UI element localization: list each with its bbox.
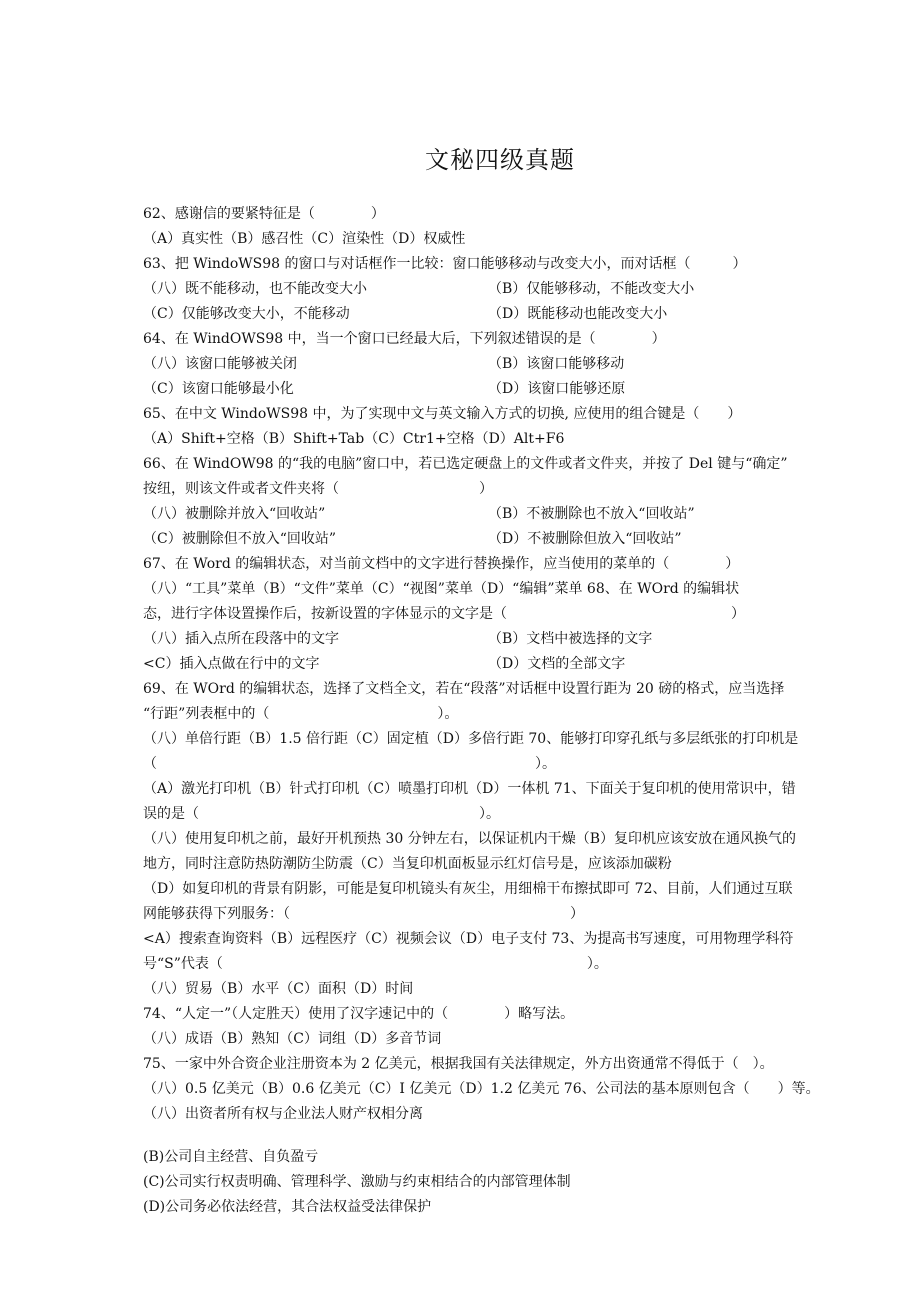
text-line (143, 1027, 855, 1052)
option-right: （D）不被删除但放入“回收站” (488, 531, 682, 547)
line-text: 62、感谢信的要紧特征是（ ） (143, 206, 385, 222)
text-line (143, 802, 855, 827)
text-line (143, 427, 855, 452)
text-line (143, 1170, 855, 1195)
text-line (143, 1102, 855, 1127)
line-text: 75、一家中外合资企业注册资本为 2 亿美元，根据我国有关法律规定，外方出资通常不得低于（ ）。 (143, 1056, 774, 1072)
text-line (143, 1195, 855, 1220)
text-line (143, 1077, 855, 1102)
text-line (143, 252, 855, 277)
text-line (143, 927, 855, 952)
option-left: （C）该窗口能够最小化 (143, 381, 294, 397)
line-text: 65、在中文 WindoWS98 中，为了实现中文与英文输入方式的切换, 应使用的组合键是（ ） (143, 406, 742, 422)
option-right: （B）文档中被选择的文字 (488, 631, 653, 647)
option-right: （B）该窗口能够移动 (488, 356, 625, 372)
line-text: （D）如复印机的背景有阴影，可能是复印机镜头有灰尘，用细棉干布擦拭即可 72、目前，人们通过互联 (143, 881, 793, 897)
option-left: （八）该窗口能够被关闭 (143, 356, 297, 372)
line-text: 地方，同时注意防热防潮防尘防震（C）当复印机面板显示红灯信号是，应该添加碳粉 (143, 856, 672, 872)
text-line (143, 227, 855, 252)
option-left: <C）插入点做在行中的文字 (143, 656, 320, 672)
text-line (143, 827, 855, 852)
option-right: （D）该窗口能够还原 (488, 381, 626, 397)
text-line (143, 302, 855, 327)
text-line (143, 952, 855, 977)
line-text: (D)公司务必依法经营，其合法权益受法律保护 (143, 1199, 432, 1215)
text-line (143, 1002, 855, 1027)
line-text: （八）单倍行距（B）1.5 倍行距（C）固定植（D）多倍行距 70、能够打印穿孔纸与多层纸张的打印机是 (143, 731, 799, 747)
line-text: （八）“工具”菜单（B）“文件”菜单（C）“视图”菜单（D）“编辑”菜单 68、在 WOrd 的编辑状 (143, 581, 740, 597)
text-line (143, 452, 855, 477)
text-line (143, 627, 855, 652)
line-text: 69、在 WOrd 的编辑状态，选择了文档全文，若在“段落”对话框中设置行距为 20 磅的格式，应当选择 (143, 681, 785, 697)
line-text: （八）使用复印机之前，最好开机预热 30 分钟左右，以保证机内干燥（B）复印机应该安放在通风换气的 (143, 831, 797, 847)
text-line (143, 977, 855, 1002)
text-line (143, 652, 855, 677)
line-text: (C)公司实行权责明确、管理科学、激励与约束相结合的内部管理体制 (143, 1174, 571, 1190)
line-text: <A）搜索查询资料（B）远程医疗（C）视频会议（D）电子支付 73、为提高书写速度，可用物理学科符 (143, 931, 794, 947)
text-line (143, 677, 855, 702)
option-left: （八）被删除并放入“回收站” (143, 506, 326, 522)
line-text: （A）真实性（B）感召性（C）渲染性（D）权威性 (143, 231, 466, 247)
option-left: （C）被删除但不放入“回收站” (143, 531, 337, 547)
text-line (143, 702, 855, 727)
paragraph-gap (143, 1127, 855, 1145)
line-text: 63、把 WindoWS98 的窗口与对话框作一比较：窗口能够移动与改变大小，而对话框（ ） (143, 256, 747, 272)
line-text: （八）贸易（B）水平（C）面积（D）时间 (143, 981, 414, 997)
text-line (143, 877, 855, 902)
text-line (143, 1145, 855, 1170)
question-body (143, 202, 855, 1220)
line-text: (B)公司自主经营、自负盈亏 (143, 1149, 319, 1165)
line-text: 按纽，则该文件或者文件夹将（ ） (143, 481, 493, 497)
text-line (143, 602, 855, 627)
option-left: （八）插入点所在段落中的文字 (143, 631, 339, 647)
line-text: “行距”列表框中的（ ）。 (143, 706, 459, 722)
text-line (143, 527, 855, 552)
text-line (143, 552, 855, 577)
option-right: （D）文档的全部文字 (488, 656, 626, 672)
option-right: （D）既能移动也能改变大小 (488, 306, 668, 322)
line-text: （A）Shift+空格（B）Shift+Tab（C）Ctr1+空格（D）Alt+F6 (143, 431, 565, 447)
line-text: 号“S”代表（ ）。 (143, 956, 608, 972)
line-text: 网能够获得下列服务：（ ） (143, 906, 584, 922)
text-line (143, 377, 855, 402)
option-left: （八）既不能移动，也不能改变大小 (143, 281, 367, 297)
text-line (143, 902, 855, 927)
page-title: 文秘四级真题 (425, 146, 575, 174)
line-text: （八）0.5 亿美元（B）0.6 亿美元（C）I 亿美元（D）1.2 亿美元 76、公司法的基本原则包含（ ）等。 (143, 1081, 820, 1097)
text-line (143, 202, 855, 227)
line-text: （八）出资者所有权与企业法人财产权相分离 (143, 1106, 423, 1122)
line-text: 66、在 WindOW98 的“我的电脑”窗口中，若已选定硬盘上的文件或者文件夹，并按了 Del 键与“确定” (143, 456, 788, 472)
text-line (143, 402, 855, 427)
text-line (143, 327, 855, 352)
text-line (143, 752, 855, 777)
option-right: （B）不被删除也不放入“回收站” (488, 506, 695, 522)
text-line (143, 477, 855, 502)
line-text: 74、“人定一”（人定胜天）使用了汉字速记中的（ ）略写法。 (143, 1006, 575, 1022)
text-line (143, 1052, 855, 1077)
line-text: 64、在 WindOWS98 中，当一个窗口已经最大后，下列叙述错误的是（ ） (143, 331, 666, 347)
line-text: 态，进行字体设置操作后，按新设置的字体显示的文字是（ ） (143, 606, 745, 622)
text-line (143, 777, 855, 802)
text-line (143, 727, 855, 752)
line-text: （A）激光打印机（B）针式打印机（C）喷墨打印机（D）一体机 71、下面关于复印机的使用常识中，错 (143, 781, 796, 797)
text-line (143, 502, 855, 527)
text-line (143, 577, 855, 602)
line-text: 误的是（ ）。 (143, 806, 500, 822)
text-line (143, 352, 855, 377)
line-text: （ ）。 (143, 756, 556, 772)
line-text: （八）成语（B）熟知（C）词组（D）多音节词 (143, 1031, 442, 1047)
option-left: （C）仅能够改变大小，不能移动 (143, 306, 350, 322)
text-line (143, 277, 855, 302)
option-right: （B）仅能够移动，不能改变大小 (488, 281, 695, 297)
line-text: 67、在 Word 的编辑状态，对当前文档中的文字进行替换操作，应当使用的菜单的（ ） (143, 556, 740, 572)
text-line (143, 852, 855, 877)
